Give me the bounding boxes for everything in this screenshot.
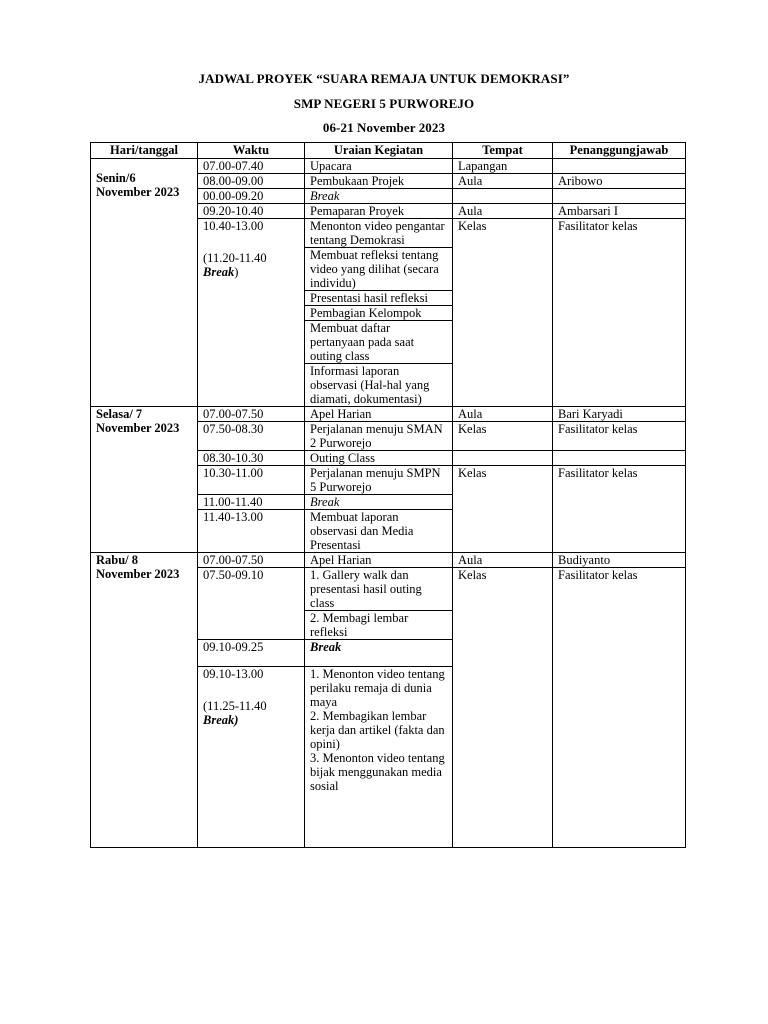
- table-row: [91, 553, 686, 568]
- time-cell: 07.00-07.40: [198, 159, 305, 174]
- day-cell: Senin/6 November 2023: [91, 159, 198, 407]
- activity-cell: Apel Harian: [305, 407, 453, 422]
- time-cell: 07.00-07.50: [198, 407, 305, 422]
- pic-cell: [553, 451, 686, 466]
- header-day: Hari/tanggal: [91, 143, 198, 159]
- time-cell: 07.00-07.50: [198, 553, 305, 568]
- place-cell: Kelas: [453, 568, 553, 848]
- time-range: 09.10-13.00: [203, 667, 264, 681]
- break-label: Break): [203, 713, 239, 727]
- pic-cell: [553, 189, 686, 204]
- pic-cell: Fasilitator kelas: [553, 568, 686, 848]
- school-name: SMP NEGERI 5 PURWOREJO: [293, 96, 475, 111]
- header-activity: Uraian Kegiatan: [305, 143, 453, 159]
- break-time: (11.20-11.40: [203, 251, 267, 265]
- pic-cell: Budiyanto: [553, 553, 686, 568]
- activity-cell: Apel Harian: [305, 553, 453, 568]
- time-cell: 11.40-13.00: [198, 510, 305, 553]
- pic-cell: [553, 159, 686, 174]
- schedule-table: [90, 142, 686, 848]
- place-cell: Kelas: [453, 466, 553, 553]
- time-cell: 07.50-09.10: [198, 568, 305, 640]
- day-cell: Selasa/ 7 November 2023: [91, 407, 198, 553]
- activity-cell: Break: [305, 495, 453, 510]
- header-pic: Penanggungjawab: [553, 143, 686, 159]
- activity-cell: [305, 667, 453, 848]
- place-cell: Lapangan: [453, 159, 553, 174]
- activity-cell: Pembagian Kelompok: [305, 306, 453, 321]
- time-range: 10.40-13.00: [203, 219, 264, 233]
- activity-cell: Break: [305, 640, 453, 667]
- activity-cell: Membuat laporan observasi dan Media Presentasi: [305, 510, 453, 553]
- time-cell: 09.10-09.25: [198, 640, 305, 667]
- pic-cell: Fasilitator kelas: [553, 219, 686, 407]
- activity-cell: Membuat refleksi tentang video yang dilihat (secara individu): [305, 248, 453, 291]
- table-row: [91, 159, 686, 174]
- activity-cell: 1. Gallery walk dan presentasi hasil outing class: [305, 568, 453, 611]
- time-cell: [198, 667, 305, 848]
- activity-item: 1. Menonton video tentang perilaku remaja di dunia maya: [310, 667, 445, 709]
- break-label: Break: [203, 265, 235, 279]
- pic-cell: Fasilitator kelas: [553, 466, 686, 553]
- time-cell: 08.00-09.00: [198, 174, 305, 189]
- time-cell: 11.00-11.40: [198, 495, 305, 510]
- break-time: (11.25-11.40: [203, 699, 267, 713]
- pic-cell: Bari Karyadi: [553, 407, 686, 422]
- activity-cell: Perjalanan menuju SMAN 2 Purworejo: [305, 422, 453, 451]
- place-cell: Aula: [453, 553, 553, 568]
- time-cell: 08.30-10.30: [198, 451, 305, 466]
- table-header-row: [91, 143, 686, 159]
- activity-cell: Membuat daftar pertanyaan pada saat outing class: [305, 321, 453, 364]
- time-cell: 10.30-11.00: [198, 466, 305, 495]
- pic-cell: Aribowo: [553, 174, 686, 189]
- header-time: Waktu: [198, 143, 305, 159]
- activity-cell: Informasi laporan observasi (Hal-hal yang diamati, dokumentasi): [305, 364, 453, 407]
- activity-cell: Pemaparan Proyek: [305, 204, 453, 219]
- activity-cell: 2. Membagi lembar refleksi: [305, 611, 453, 640]
- activity-cell: Outing Class: [305, 451, 453, 466]
- place-cell: Aula: [453, 174, 553, 189]
- time-cell: [198, 219, 305, 407]
- time-cell: 00.00-09.20: [198, 189, 305, 204]
- place-cell: Kelas: [453, 219, 553, 407]
- activity-cell: Perjalanan menuju SMPN 5 Purworejo: [305, 466, 453, 495]
- place-cell: Kelas: [453, 422, 553, 451]
- pic-cell: Fasilitator kelas: [553, 422, 686, 451]
- document-title: JADWAL PROYEK “SUARA REMAJA UNTUK DEMOKRASI”: [198, 71, 570, 86]
- activity-cell: Presentasi hasil refleksi: [305, 291, 453, 306]
- place-cell: Aula: [453, 407, 553, 422]
- date-range: 06-21 November 2023: [322, 120, 446, 135]
- place-cell: Aula: [453, 204, 553, 219]
- place-cell: [453, 189, 553, 204]
- table-row: [91, 407, 686, 422]
- activity-cell: Upacara: [305, 159, 453, 174]
- time-cell: 09.20-10.40: [198, 204, 305, 219]
- activity-cell: Pembukaan Projek: [305, 174, 453, 189]
- break-close: ): [234, 265, 239, 279]
- activity-item: 3. Menonton video tentang bijak menggunakan media sosial: [310, 751, 445, 793]
- day-cell: Rabu/ 8 November 2023: [91, 553, 198, 848]
- header-place: Tempat: [453, 143, 553, 159]
- activity-cell: Break: [305, 189, 453, 204]
- activity-cell: Menonton video pengantar tentang Demokrasi: [305, 219, 453, 248]
- place-cell: [453, 451, 553, 466]
- pic-cell: Ambarsari I: [553, 204, 686, 219]
- activity-item: 2. Membagikan lembar kerja dan artikel (fakta dan opini): [310, 709, 445, 751]
- time-cell: 07.50-08.30: [198, 422, 305, 451]
